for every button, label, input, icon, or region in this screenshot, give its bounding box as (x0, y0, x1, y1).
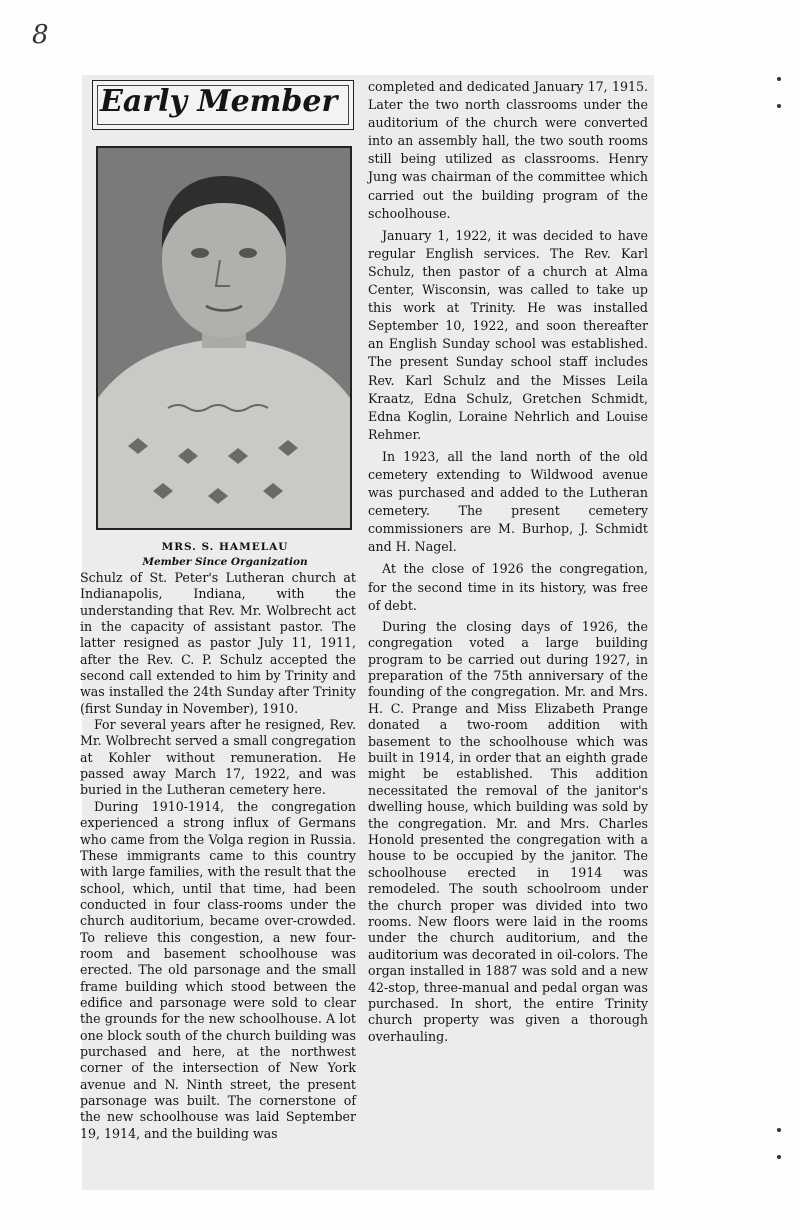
left-column (80, 570, 356, 1142)
photo-caption-subtitle: Member Since Organization (142, 556, 308, 568)
portrait-photo (96, 146, 352, 530)
paragraph: In 1923, all the land north of the old cemetery extending to Wildwood avenue was purchased and added to the Lutheran cemetery. The present cemetery commissioners are M. Burhop, J. Schmidt and H. Nagel. (368, 448, 648, 555)
paragraph: January 1, 1922, it was decided to have regular English services. The Rev. Karl Schulz, then pastor of a church at Alma Center, Wisconsin, was called to take up this work at Trinity. He was installed September 10, 1922, and soon thereafter an English Sunday school was established. The present Sunday school staff includes Rev. Karl Schulz and the Misses Leila Kraatz, Edna Schulz, Gretchen Schmidt, Edna Koglin, Loraine Nehrlich and Louise Rehmer. (368, 227, 648, 442)
edge-mark (777, 1155, 781, 1159)
paragraph: For several years after he resigned, Rev. Mr. Wolbrecht served a small congregation at Kohler without remuneration. He passed away March 17, 1922, and was buried in the Lutheran cemetery here. (80, 717, 356, 798)
page-number: 8 (32, 20, 49, 50)
paragraph: Schulz of St. Peter's Lutheran church at Indianapolis, Indiana, with the understanding that Rev. Mr. Wolbrecht act in the capacity of assistant pastor. The latter resigned as pastor July 11, 1911, after the Rev. C. P. Schulz accepted the second call extended to him by Trinity and was installed the 24th Sunday after Trinity (first Sunday in November), 1910. (80, 570, 356, 716)
edge-mark (777, 1128, 781, 1132)
photo-caption-name: MRS. S. HAMELAU (161, 541, 289, 553)
paragraph: During the closing days of 1926, the congregation voted a large building program to be carried out during 1927, in preparation of the 75th anniversary of the founding of the congregation. Mr. and Mrs. H. C. Prange and Miss Elizabeth Prange donated a two-room addition with basement to the schoolhouse which was built in 1914, in order that an eighth grade might be established. This addition necessitated the removal of the janitor's dwelling house, which building was sold by the congregation. Mr. and Mrs. Charles Honold presented the congregation with a house to be occupied by the janitor. The schoolhouse erected in 1914 was remodeled. The south schoolroom under the church proper was divided into two rooms. New floors were laid in the rooms under the church auditorium, and the auditorium was decorated in oil-colors. The organ installed in 1887 was sold and a new 42-stop, three-manual and pedal organ was purchased. In short, the entire Trinity church property was given a thorough overhauling. (368, 618, 648, 1044)
paragraph: At the close of 1926 the congregation, for the second time in its history, was free of debt. (368, 561, 648, 613)
edge-mark (777, 77, 781, 81)
headline: Early Member (100, 84, 338, 119)
paragraph: During 1910-1914, the congregation experienced a strong influx of Germans who came from the Volga region in Russia. These immigrants came to this country with large families, with the result that the school, which, until that time, had been conducted in four class-rooms under the church auditorium, became over-crowded. To relieve this congestion, a new four-room and basement schoolhouse was erected. The old parsonage and the small frame building which stood between the edifice and parsonage were sold to clear the grounds for the new schoolhouse. A lot one block south of the church building was purchased and here, at the northwest corner of the intersection of New York avenue and N. Ninth street, the present parsonage was built. The cornerstone of the new schoolhouse was laid September 19, 1914, and the building was (80, 798, 356, 1141)
edge-mark (777, 104, 781, 108)
right-column (368, 78, 648, 1045)
paragraph: completed and dedicated January 17, 1915. Later the two north classrooms under the auditorium of the church were converted into an assembly hall, the two south rooms still being utilized as classrooms. Henry Jung was chairman of the committee which carried out the building program of the schoolhouse. (368, 79, 648, 221)
